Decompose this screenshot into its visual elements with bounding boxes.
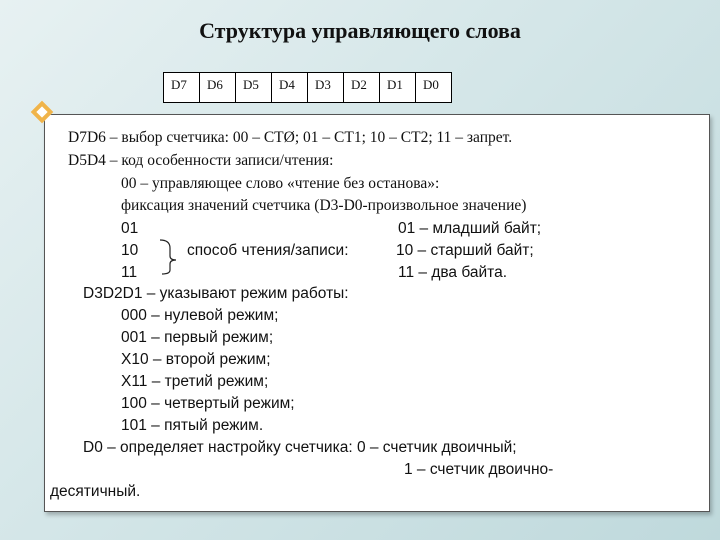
bit-cell-d1: D1 [380, 73, 416, 103]
code01-value: 01 [121, 220, 139, 237]
mode4-line: 100 – четвертый режим; [121, 395, 295, 412]
code00-line: 00 – управляющее слово «чтение без останова»: [121, 175, 440, 192]
slide-title: Структура управляющего слова [199, 18, 521, 43]
brace-icon [158, 236, 188, 276]
mode3-line: X11 – третий режим; [121, 373, 269, 390]
mode0-line: 000 – нулевой режим; [121, 307, 279, 324]
d0-line: D0 – определяет настройку счетчика: 0 – счетчик двоичный; [83, 439, 517, 456]
code11-value: 11 [121, 264, 138, 281]
two-bytes-line: 11 – два байта. [398, 264, 508, 281]
d0-bcd-continuation: десятичный. [50, 483, 141, 500]
d5d4-line: D5D4 – код особенности записи/чтения: [68, 152, 334, 169]
bit-cell-d6: D6 [200, 73, 236, 103]
mode1-line: 001 – первый режим; [121, 329, 274, 346]
bit-cell-d4: D4 [272, 73, 308, 103]
mode5-line: 101 – пятый режим. [121, 417, 264, 434]
bit-cell-d3: D3 [308, 73, 344, 103]
low-byte-line: 01 – младший байт; [398, 220, 542, 237]
code10-value: 10 [121, 242, 139, 259]
control-word-bit-table [163, 72, 452, 103]
mode2-line: X10 – второй режим; [121, 351, 271, 368]
rw-label: способ чтения/записи: [187, 242, 349, 259]
bit-cell-d5: D5 [236, 73, 272, 103]
bit-cell-d0: D0 [416, 73, 452, 103]
bit-cell-d7: D7 [164, 73, 200, 103]
bit-row [164, 73, 452, 103]
bit-cell-d2: D2 [344, 73, 380, 103]
d3d2d1-line: D3D2D1 – указывают режим работы: [83, 285, 349, 302]
d7d6-line: D7D6 – выбор счетчика: 00 – СТØ; 01 – СТ1; 10 – СТ2; 11 – запрет. [68, 129, 513, 146]
d0-bcd-line: 1 – счетчик двоично- [404, 461, 554, 478]
high-byte-line: 10 – старший байт; [396, 242, 534, 259]
latch-line: фиксация значений счетчика (D3-D0-произвольное значение) [121, 197, 527, 214]
